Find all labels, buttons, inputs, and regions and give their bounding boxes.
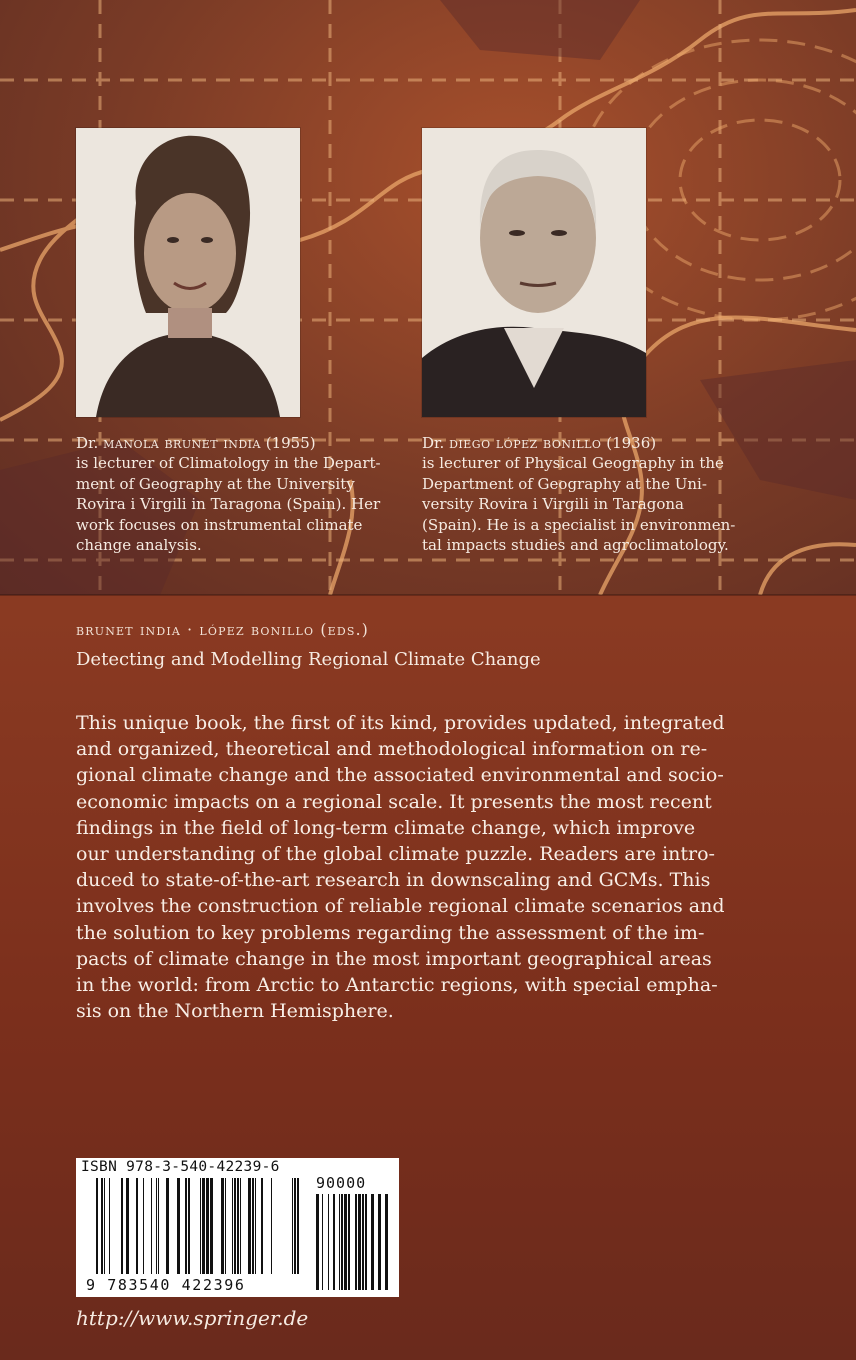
blurb-line: findings in the field of long-term climate change, which improve [76, 816, 696, 839]
blurb-line: duced to state-of-the-art research in downscaling and GCMs. This [76, 869, 711, 892]
author-photo-brunet [76, 128, 300, 417]
bio-line: (Spain). He is a specialist in environmen- [422, 515, 736, 534]
blurb-line: This unique book, the first of its kind, provides updated, integrated [76, 712, 725, 734]
ean-digits: 9 783540 422396 [86, 1276, 246, 1294]
author-bio-heading: Dr. manola brunet india (1955) [76, 434, 316, 452]
blurb-line: gional climate change and the associated environmental and socio- [76, 764, 724, 787]
bio-line: work focuses on instrumental climate [76, 515, 363, 534]
blurb-line: sis on the Northern Hemisphere. [76, 1000, 394, 1023]
author-bio-brunet [76, 433, 396, 555]
bio-line: tal impacts studies and agroclimatology. [422, 536, 729, 555]
bio-line: Rovira i Virgili in Taragona (Spain). Her [76, 495, 381, 514]
author-bio-heading: Dr. diego lópez bonillo (1936) [422, 434, 657, 452]
isbn-number: ISBN 978-3-540-42239-6 [81, 1159, 280, 1175]
blurb-line: our understanding of the global climate puzzle. Readers are intro- [76, 843, 715, 866]
author-photo-lopez [422, 128, 646, 417]
blurb-line: in the world: from Arctic to Antarctic regions, with special empha- [76, 974, 718, 997]
bio-line: versity Rovira i Virgili in Taragona [422, 495, 684, 514]
bio-line: is lecturer of Climatology in the Depart- [76, 454, 381, 473]
bio-line: is lecturer of Physical Geography in the [422, 454, 724, 473]
blurb-line: economic impacts on a regional scale. It presents the most recent [76, 790, 712, 813]
blurb-line: pacts of climate change in the most important geographical areas [76, 947, 712, 970]
publisher-url[interactable]: http://www.springer.de [76, 1306, 309, 1330]
bio-line: ment of Geography at the University [76, 474, 355, 493]
editors-line: brunet india · lópez bonillo (eds.) [76, 621, 369, 639]
bio-line: Department of Geography at the Uni- [422, 474, 707, 493]
blurb-line: the solution to key problems regarding the assessment of the im- [76, 921, 705, 944]
book-blurb [76, 710, 780, 1024]
isbn-barcode [76, 1158, 399, 1297]
book-title: Detecting and Modelling Regional Climate Change [76, 649, 541, 670]
blurb-line: and organized, theoretical and methodological information on re- [76, 738, 708, 761]
blurb-line: involves the construction of reliable regional climate scenarios and [76, 895, 725, 918]
section-divider [0, 594, 856, 596]
bio-line: change analysis. [76, 536, 202, 555]
price-code: 90000 [316, 1174, 367, 1192]
author-bio-lopez [422, 433, 746, 555]
